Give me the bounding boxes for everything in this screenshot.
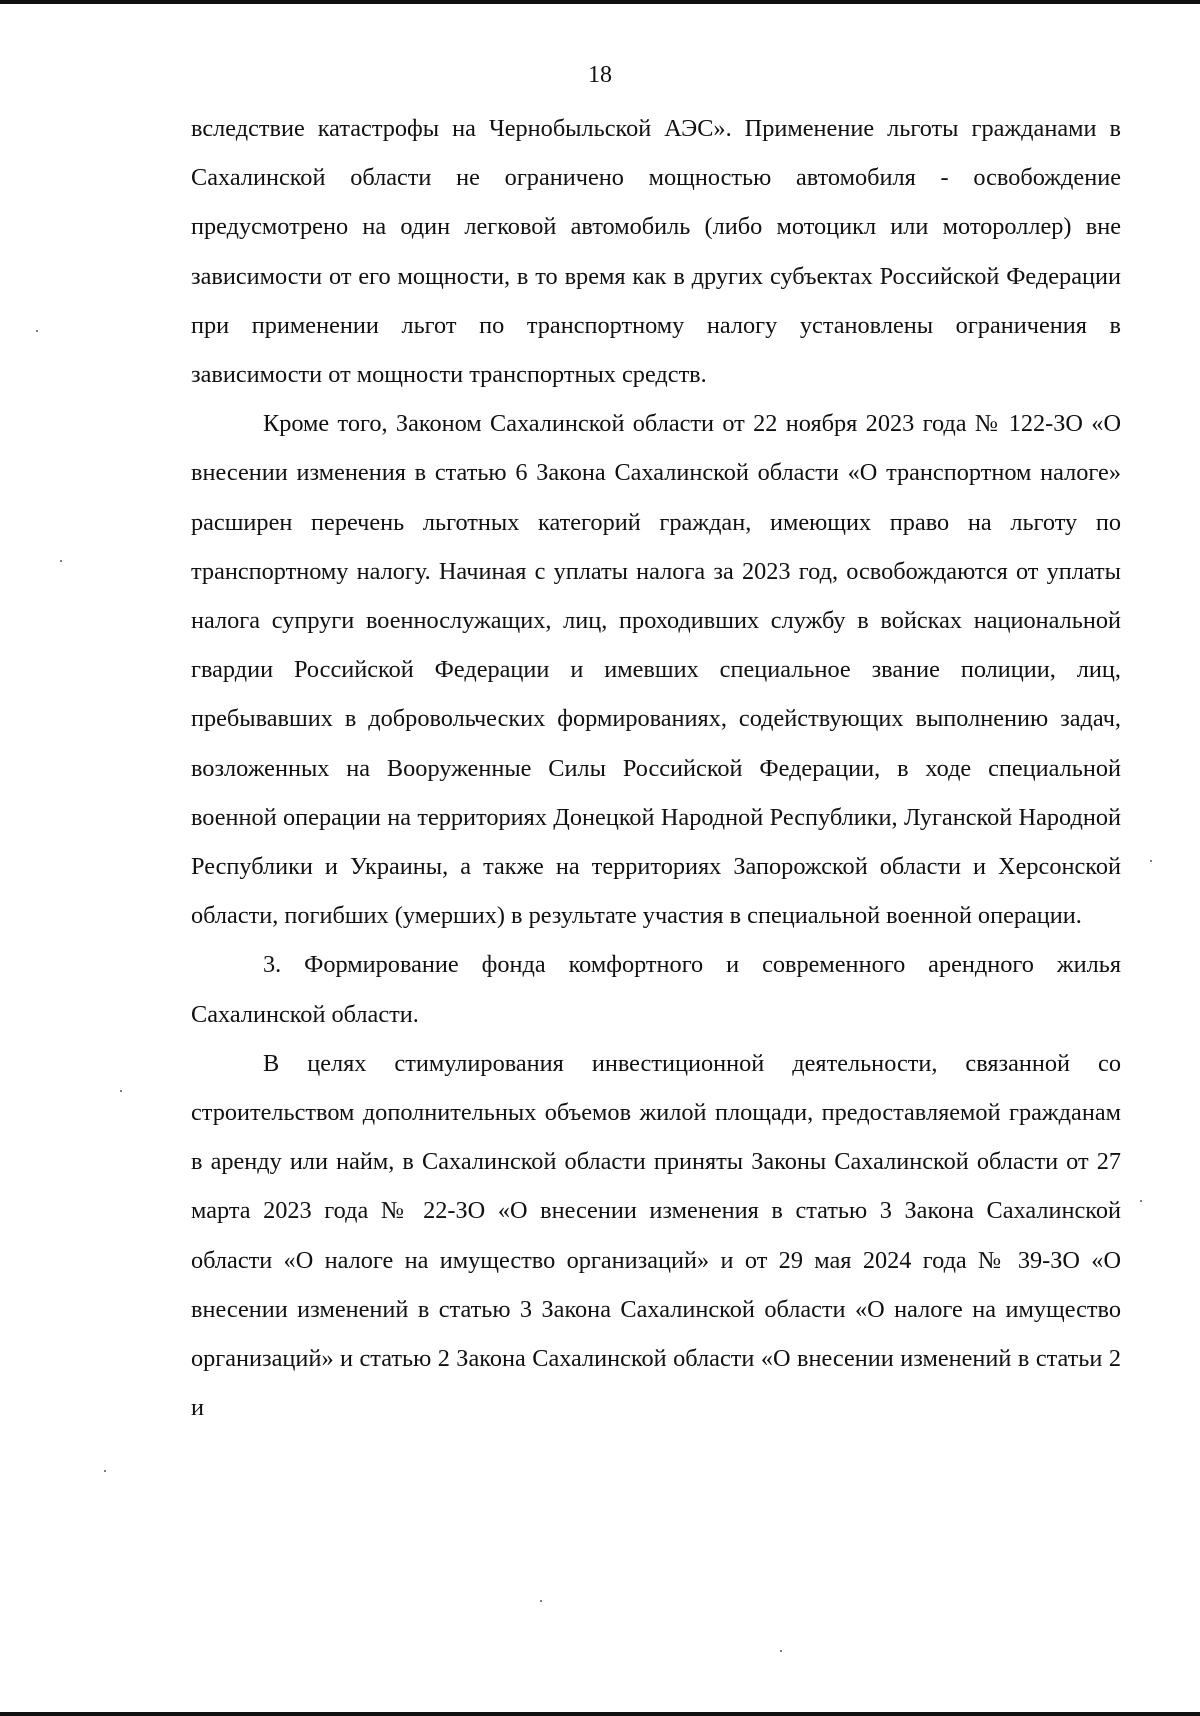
paragraph-continuation: вследствие катастрофы на Чернобыльской АЭС». Применение льготы гражданами в Сахалинской области не ограничено мощностью автомобиля - освобождение предусмотрено на один легковой автомобиль (либо мотоцикл или мотороллер) вне зависимости от его мощности, в то время как в других субъектах Российской Федерации при применении льгот по транспортному налогу установлены ограничения в зависимости от мощности транспортных средств. xyxy=(191,115,1121,389)
top-scan-border xyxy=(0,0,1200,4)
paragraph-investment: В целях стимулирования инвестиционной деятельности, связанной со строительством дополнительных объемов жилой площади, предоставляемой гражданам в аренду или найм, в Сахалинской области приняты Законы Сахалинской области от 27 марта 2023 года № 22-ЗО «О внесении изменения в статью 3 Закона Сахалинской области «О налоге на имущество организаций» и от 29 мая 2024 года № 39-ЗО «О внесении изменений в статью 3 Закона Сахалинской области «О налоге на имущество организаций» и статью 2 Закона Сахалинской области «О внесении изменений в статьи 2 и xyxy=(191,1049,1121,1422)
bottom-scan-border xyxy=(0,1712,1200,1716)
page-number: 18 xyxy=(588,62,612,88)
scan-speck xyxy=(104,1470,106,1472)
scan-speck xyxy=(60,560,62,562)
body-text xyxy=(191,104,1121,1432)
scan-speck xyxy=(36,330,38,332)
scan-speck xyxy=(1150,860,1152,862)
scan-speck xyxy=(120,1090,122,1092)
scan-speck xyxy=(780,1650,782,1652)
scan-speck xyxy=(540,1600,542,1602)
section-heading-3: 3. Формирование фонда комфортного и современного арендного жилья Сахалинской области. xyxy=(191,951,1121,1028)
scan-speck xyxy=(1140,1200,1142,1202)
paragraph-law-122: Кроме того, Законом Сахалинской области от 22 ноября 2023 года № 122-ЗО «О внесении изменения в статью 6 Закона Сахалинской области «О транспортном налоге» расширен перечень льготных категорий граждан, имеющих право на льготу по транспортному налогу. Начиная с уплаты налога за 2023 год, освобождаются от уплаты налога супруги военнослужащих, лиц, проходивших службу в войсках национальной гвардии Российской Федерации и имевших специальное звание полиции, лиц, пребывавших в добровольческих формированиях, содействующих выполнению задач, возложенных на Вооруженные Силы Российской Федерации, в ходе специальной военной операции на территориях Донецкой Народной Республики, Луганской Народной Республики и Украины, а также на территориях Запорожской области и Херсонской области, погибших (умерших) в результате участия в специальной военной операции. xyxy=(191,410,1121,930)
